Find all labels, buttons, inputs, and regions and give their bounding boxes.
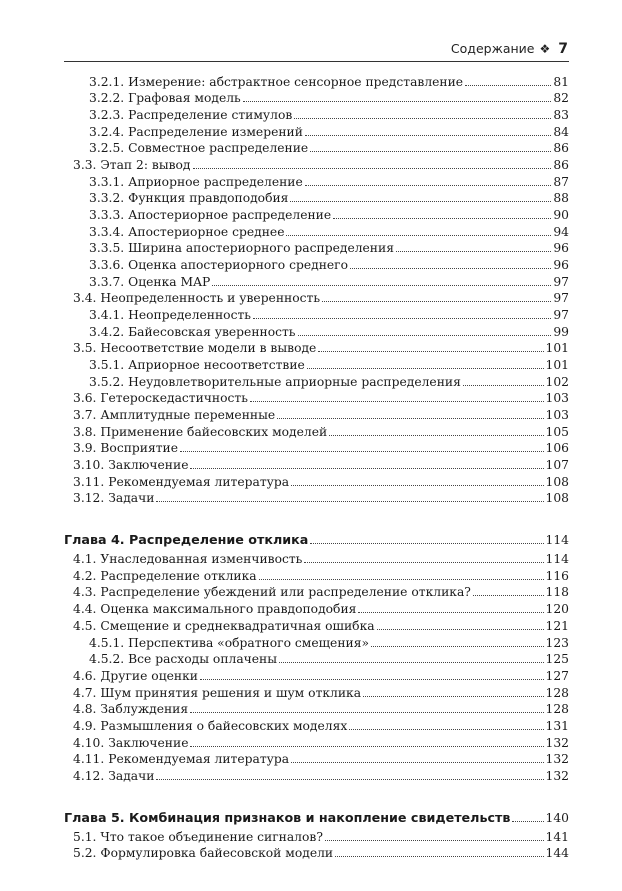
entry-page-number: 121 xyxy=(545,618,569,633)
entry-title: 3.4. Неопределенность и уверенность xyxy=(73,291,321,306)
toc-entry xyxy=(64,256,569,273)
header-rule xyxy=(64,61,569,62)
toc-entry xyxy=(64,173,569,190)
dot-leader xyxy=(291,485,543,486)
entry-page-number: 99 xyxy=(553,324,569,339)
toc-entry xyxy=(64,140,569,157)
entry-page-number: 144 xyxy=(545,846,569,861)
chapter-entry xyxy=(64,526,569,548)
dot-leader xyxy=(463,385,544,386)
dot-leader xyxy=(304,562,543,563)
header-title: Содержание xyxy=(450,41,535,56)
entry-title: 3.3.2. Функция правдоподобия xyxy=(89,191,289,206)
toc-entry xyxy=(64,845,569,862)
entry-title: 4.5.2. Все расходы оплачены xyxy=(89,652,278,667)
toc-entry xyxy=(64,90,569,107)
entry-page-number: 88 xyxy=(553,191,569,206)
entry-title: 4.8. Заблуждения xyxy=(73,702,189,717)
entry-title: 4.7. Шум принятия решения и шум отклика xyxy=(73,685,362,700)
toc-entry xyxy=(64,223,569,240)
entry-title: 3.5.2. Неудовлетворительные априорные распределения xyxy=(89,374,461,389)
entry-title: 3.2.1. Измерение: абстрактное сенсорное представление xyxy=(89,74,464,89)
dot-leader xyxy=(512,821,543,822)
dot-leader xyxy=(190,746,543,747)
entry-title: 3.10. Заключение xyxy=(73,458,189,473)
toc-entry xyxy=(64,156,569,173)
toc-entry xyxy=(64,340,569,357)
dot-leader xyxy=(243,101,552,102)
dot-leader xyxy=(253,318,551,319)
entry-page-number: 118 xyxy=(545,585,569,600)
entry-page-number: 128 xyxy=(545,702,569,717)
entry-title: 4.9. Размышления о байесовских моделях xyxy=(73,718,348,733)
entry-page-number: 131 xyxy=(545,718,569,733)
toc-entry xyxy=(64,206,569,223)
dot-leader xyxy=(286,235,551,236)
dot-leader xyxy=(322,301,551,302)
dot-leader xyxy=(193,168,552,169)
entry-page-number: 120 xyxy=(545,602,569,617)
toc-entry xyxy=(64,423,569,440)
entry-page-number: 114 xyxy=(545,552,569,567)
entry-title: 3.7. Амплитудные переменные xyxy=(73,408,276,423)
chapter-entry xyxy=(64,804,569,826)
toc-entry xyxy=(64,651,569,668)
toc-entry xyxy=(64,240,569,257)
entry-page-number: 103 xyxy=(545,408,569,423)
table-of-contents xyxy=(64,73,569,861)
dot-leader xyxy=(371,646,544,647)
toc-entry xyxy=(64,667,569,684)
dot-leader xyxy=(277,418,543,419)
entry-title: 3.3.5. Ширина апостериорного распределения xyxy=(89,241,394,256)
entry-page-number: 90 xyxy=(553,208,569,223)
entry-title: 3.3. Этап 2: вывод xyxy=(73,158,191,173)
entry-title: 3.6. Гетероскедастичность xyxy=(73,391,248,406)
toc-entry xyxy=(64,584,569,601)
entry-page-number: 108 xyxy=(545,474,569,489)
entry-page-number: 87 xyxy=(553,174,569,189)
entry-page-number: 96 xyxy=(553,258,569,273)
entry-page-number: 141 xyxy=(545,829,569,844)
toc-entry xyxy=(64,617,569,634)
entry-page-number: 114 xyxy=(545,533,569,548)
entry-page-number: 123 xyxy=(545,635,569,650)
entry-title: 4.3. Распределение убеждений или распределение отклика? xyxy=(73,585,471,600)
dot-leader xyxy=(212,285,551,286)
dot-leader xyxy=(156,501,543,502)
entry-page-number: 125 xyxy=(545,652,569,667)
entry-title: 4.5. Смещение и среднеквадратичная ошибка xyxy=(73,618,375,633)
entry-page-number: 128 xyxy=(545,685,569,700)
dot-leader xyxy=(396,251,551,252)
entry-page-number: 103 xyxy=(545,391,569,406)
entry-page-number: 86 xyxy=(553,141,569,156)
entry-page-number: 96 xyxy=(553,241,569,256)
dot-leader xyxy=(305,185,552,186)
toc-entry xyxy=(64,306,569,323)
entry-title: 4.2. Распределение отклика xyxy=(73,568,257,583)
entry-title: 3.2.5. Совместное распределение xyxy=(89,141,309,156)
entry-title: Глава 4. Распределение отклика xyxy=(64,532,309,548)
page-number: 7 xyxy=(558,41,568,57)
entry-title: 5.2. Формулировка байесовской модели xyxy=(73,846,334,861)
dot-leader xyxy=(200,679,544,680)
entry-page-number: 101 xyxy=(545,341,569,356)
entry-title: 3.11. Рекомендуемая литература xyxy=(73,474,290,489)
toc-entry xyxy=(64,767,569,784)
entry-page-number: 116 xyxy=(545,568,569,583)
dot-leader xyxy=(310,151,551,152)
dot-leader xyxy=(279,662,543,663)
toc-entry xyxy=(64,190,569,207)
dot-leader xyxy=(298,335,552,336)
entry-title: 3.3.1. Априорное распределение xyxy=(89,174,303,189)
dot-leader xyxy=(358,612,543,613)
toc-entry xyxy=(64,290,569,307)
entry-title: 3.4.2. Байесовская уверенность xyxy=(89,324,296,339)
entry-page-number: 84 xyxy=(553,124,569,139)
dot-leader xyxy=(307,368,544,369)
toc-entry xyxy=(64,73,569,90)
entry-title: 4.10. Заключение xyxy=(73,735,189,750)
entry-title: 4.4. Оценка максимального правдоподобия xyxy=(73,602,357,617)
entry-title: 3.2.2. Графовая модель xyxy=(89,91,241,106)
entry-title: 3.12. Задачи xyxy=(73,491,155,506)
entry-page-number: 94 xyxy=(553,224,569,239)
entry-title: 3.3.3. Апостериорное распределение xyxy=(89,208,332,223)
entry-title: 4.12. Задачи xyxy=(73,768,155,783)
entry-page-number: 132 xyxy=(545,735,569,750)
entry-page-number: 82 xyxy=(553,91,569,106)
entry-page-number: 107 xyxy=(545,458,569,473)
dot-leader xyxy=(310,543,543,544)
entry-title: Глава 5. Комбинация признаков и накопление свидетельств xyxy=(64,809,511,825)
dot-leader xyxy=(259,579,544,580)
entry-title: 4.6. Другие оценки xyxy=(73,668,198,683)
entry-page-number: 97 xyxy=(553,274,569,289)
entry-page-number: 86 xyxy=(553,158,569,173)
dot-leader xyxy=(473,595,544,596)
dot-leader xyxy=(349,729,543,730)
entry-title: 3.9. Восприятие xyxy=(73,441,178,456)
dot-leader xyxy=(350,268,551,269)
toc-entry xyxy=(64,106,569,123)
running-header xyxy=(451,41,568,57)
entry-page-number: 132 xyxy=(545,752,569,767)
entry-page-number: 127 xyxy=(545,668,569,683)
toc-entry xyxy=(64,273,569,290)
toc-entry xyxy=(64,390,569,407)
toc-entry xyxy=(64,634,569,651)
dot-leader xyxy=(180,451,544,452)
entry-title: 3.4.1. Неопределенность xyxy=(89,308,251,323)
toc-entry xyxy=(64,717,569,734)
dot-leader xyxy=(363,696,543,697)
dot-leader xyxy=(333,218,551,219)
entry-title: 3.5.1. Априорное несоответствие xyxy=(89,358,305,373)
toc-entry xyxy=(64,751,569,768)
dot-leader xyxy=(377,629,544,630)
toc-entry xyxy=(64,456,569,473)
toc-entry xyxy=(64,406,569,423)
entry-page-number: 140 xyxy=(545,810,569,825)
entry-page-number: 132 xyxy=(545,768,569,783)
toc-entry xyxy=(64,734,569,751)
entry-title: 3.2.4. Распределение измерений xyxy=(89,124,303,139)
dot-leader xyxy=(190,468,543,469)
entry-page-number: 83 xyxy=(553,108,569,123)
entry-title: 5.1. Что такое объединение сигналов? xyxy=(73,829,323,844)
entry-title: 4.1. Унаследованная изменчивость xyxy=(73,552,303,567)
entry-title: 3.3.6. Оценка апостериорного среднего xyxy=(89,258,349,273)
dot-leader xyxy=(335,856,543,857)
entry-title: 3.3.4. Апостериорное среднее xyxy=(89,224,285,239)
dot-leader xyxy=(325,840,544,841)
entry-page-number: 97 xyxy=(553,291,569,306)
toc-entry xyxy=(64,123,569,140)
toc-entry xyxy=(64,828,569,845)
toc-entry xyxy=(64,567,569,584)
dot-leader xyxy=(291,762,543,763)
entry-title: 3.8. Применение байесовских моделей xyxy=(73,424,328,439)
dot-leader xyxy=(290,201,551,202)
dot-leader xyxy=(250,401,544,402)
entry-title: 4.11. Рекомендуемая литература xyxy=(73,752,290,767)
entry-title: 3.3.7. Оценка MAP xyxy=(89,274,211,289)
dot-leader xyxy=(294,118,551,119)
entry-page-number: 81 xyxy=(553,74,569,89)
toc-entry xyxy=(64,356,569,373)
toc-entry xyxy=(64,701,569,718)
dot-leader xyxy=(156,779,543,780)
toc-entry xyxy=(64,440,569,457)
dot-leader xyxy=(329,435,543,436)
entry-page-number: 102 xyxy=(545,374,569,389)
entry-title: 3.5. Несоответствие модели в выводе xyxy=(73,341,317,356)
toc-entry xyxy=(64,473,569,490)
dot-leader xyxy=(190,712,543,713)
entry-page-number: 101 xyxy=(545,358,569,373)
entry-page-number: 105 xyxy=(545,424,569,439)
toc-entry xyxy=(64,600,569,617)
entry-title: 4.5.1. Перспектива «обратного смещения» xyxy=(89,635,369,650)
entry-page-number: 106 xyxy=(545,441,569,456)
dot-leader xyxy=(465,85,551,86)
entry-title: 3.2.3. Распределение стимулов xyxy=(89,108,293,123)
dot-leader xyxy=(318,351,543,352)
toc-entry xyxy=(64,373,569,390)
entry-page-number: 108 xyxy=(545,491,569,506)
ornament-icon: ❖ xyxy=(539,42,551,56)
dot-leader xyxy=(305,135,551,136)
toc-entry xyxy=(64,490,569,507)
toc-entry xyxy=(64,550,569,567)
toc-entry xyxy=(64,684,569,701)
entry-page-number: 97 xyxy=(553,308,569,323)
toc-entry xyxy=(64,323,569,340)
